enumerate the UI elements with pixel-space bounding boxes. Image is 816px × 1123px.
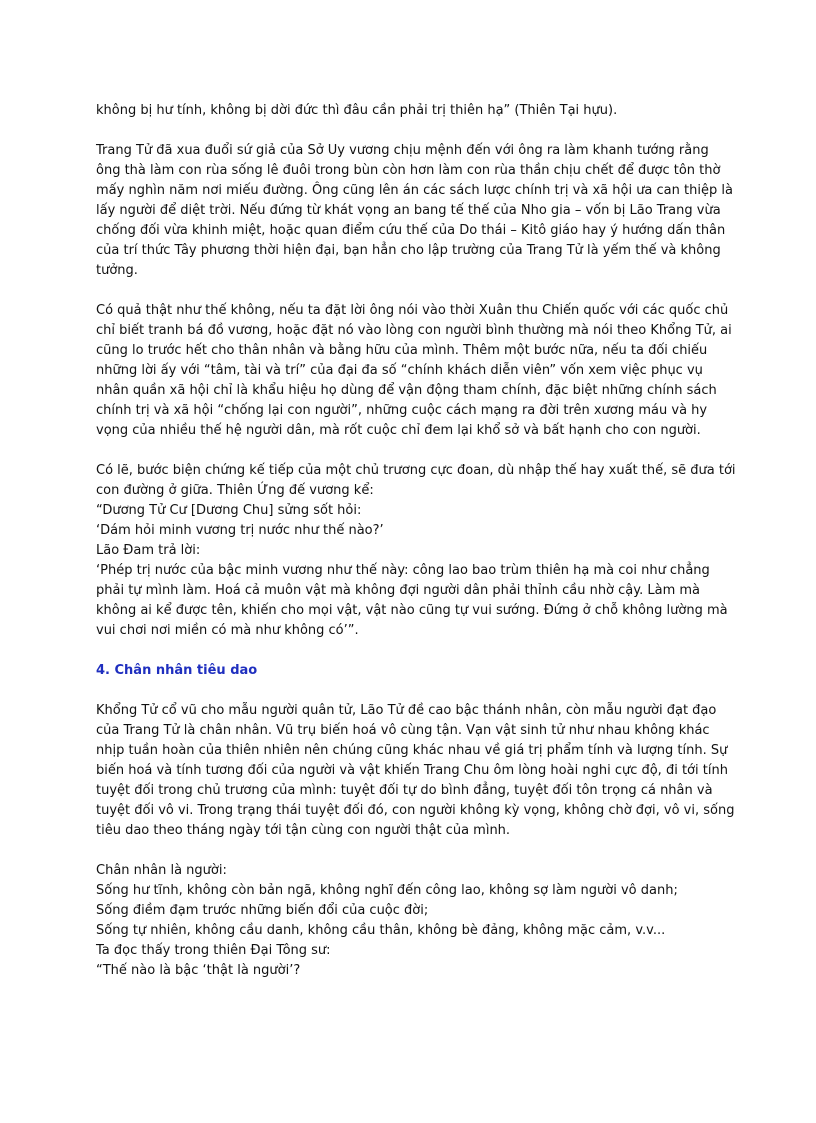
paragraph: Có lẽ, bước biện chứng kế tiếp của một chủ trương cực đoan, dù nhập thế hay xuất thế, sẽ đưa tới con đường ở giữa. Thiên Ứng đế vương kể: “Dương Tử Cư [Dương Chu] sửng sốt hỏi: ‘Dám hỏi minh vương trị nước như thế nào?’ Lão Đam trả lời: ‘Phép trị nước của bậc minh vương như thế này: công lao bao trùm thiên hạ mà coi như chẳng phải tự mình làm. Hoá cả muôn vật mà không đợi người dân phải thỉnh cầu nhờ cậy. Làm mà không ai kể được tên, khiến cho mọi vật, vật nào cũng tự vui sướng. Đứng ở chỗ không lường mà vui chơi nơi miền có mà như không có’”.	[96, 463, 736, 638]
paragraph: Chân nhân là người: Sống hư tĩnh, không còn bản ngã, không nghĩ đến công lao, không sợ làm người vô danh; Sống điềm đạm trước những biến đổi của cuộc đời; Sống tự nhiên, không cầu danh, không cầu thân, không bè đảng, không mặc cảm, v.v... Ta đọc thấy trong thiên Đại Tông sư: “Thế nào là bậc ‘thật là người’?	[96, 863, 678, 978]
paragraph: Trang Tử đã xua đuổi sứ giả của Sở Uy vương chịu mệnh đến với ông ra làm khanh tướng rằng ông thà làm con rùa sống lê đuôi trong bùn còn hơn làm con rùa thần chịu chết để được tôn thờ mấy nghìn năm nơi miếu đường. Ông cũng lên án các sách lược chính trị và xã hội ưa can thiệp là lấy người để diệt trời. Nếu đứng từ khát vọng an bang tế thế của Nho gia – vốn bị Lão Trang vừa chống đối vừa khinh miệt, hoặc quan điểm cứu thế của Do thái – Kitô giáo hay ý hướng dấn thân của trí thức Tây phương thời hiện đại, bạn hẳn cho lập trường của Trang Tử là yếm thế và không tưởng.	[96, 143, 733, 278]
document-page	[96, 101, 736, 981]
paragraph-gap	[96, 441, 736, 461]
paragraph: không bị hư tính, không bị dời đức thì đâu cần phải trị thiên hạ” (Thiên Tại hựu).	[96, 103, 618, 118]
paragraph-gap	[96, 281, 736, 301]
paragraph-gap	[96, 641, 736, 661]
paragraph: Có quả thật như thế không, nếu ta đặt lời ông nói vào thời Xuân thu Chiến quốc với các quốc chủ chỉ biết tranh bá đồ vương, hoặc đặt nó vào lòng con người bình thường mà nói theo Khổng Tử, ai cũng lo trước hết cho thân nhân và bằng hữu của mình. Thêm một bước nữa, nếu ta đối chiếu những lời ấy với “tâm, tài và trí” của đại đa số “chính khách diễn viên” vốn xem việc phục vụ nhân quần xã hội chỉ là khẩu hiệu họ dùng để vận động tham chính, đặc biệt những chính sách chính trị và xã hội “chống lại con người”, những cuộc cách mạng ra đời trên xương máu và hy vọng của nhiều thế hệ người dân, mà rốt cuộc chỉ đem lại khổ sở và bất hạnh cho con người.	[96, 303, 732, 438]
paragraph-gap	[96, 121, 736, 141]
section-heading: 4. Chân nhân tiêu dao	[96, 663, 258, 678]
paragraph-gap	[96, 841, 736, 861]
paragraph: Khổng Tử cổ vũ cho mẫu người quân tử, Lão Tử đề cao bậc thánh nhân, còn mẫu người đạt đạo của Trang Tử là chân nhân. Vũ trụ biến hoá vô cùng tận. Vạn vật sinh tử như nhau không khác nhịp tuần hoàn của thiên nhiên nên chúng cũng khác nhau về giá trị phẩm tính và lượng tính. Sự biến hoá và tính tương đối của người và vật khiến Trang Chu ôm lòng hoài nghi cực độ, đi tới tính tuyệt đối trong chủ trương của mình: tuyệt đối tự do bình đẳng, tuyệt đối tôn trọng cá nhân và tuyệt đối vô vi. Trong trạng thái tuyệt đối đó, con người không kỳ vọng, không chờ đợi, vô vi, sống tiêu dao theo tháng ngày tới tận cùng con người thật của mình.	[96, 703, 735, 838]
paragraph-gap	[96, 681, 736, 701]
